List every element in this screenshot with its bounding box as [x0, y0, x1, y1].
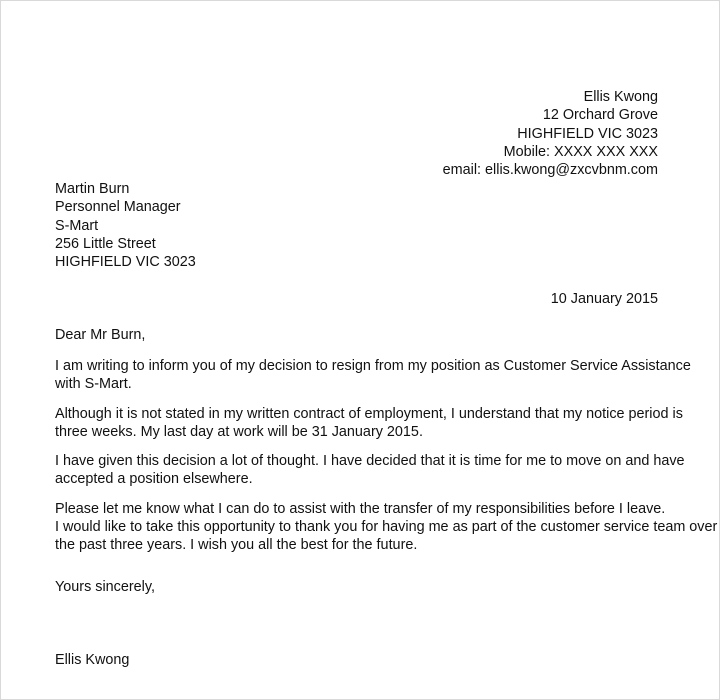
body-paragraph	[55, 405, 683, 442]
recipient-city: HIGHFIELD VIC 3023	[55, 254, 196, 271]
body-line: with S-Mart.	[55, 376, 132, 393]
sender-street: 12 Orchard Grove	[542, 107, 658, 124]
body-line: the past three years. I wish you all the best for the future.	[55, 537, 418, 554]
recipient-title: Personnel Manager	[55, 199, 181, 216]
recipient-name: Martin Burn	[55, 181, 130, 197]
letter-date: 10 January 2015	[550, 291, 658, 307]
body-line: Please let me know what I can do to assist with the transfer of my responsibilities before I leave.	[55, 500, 666, 517]
body-line: accepted a position elsewhere.	[55, 471, 253, 488]
sender-email: email: ellis.kwong@zxcvbnm.com	[442, 162, 658, 179]
body-line: I am writing to inform you of my decision to resign from my position as Customer Service Assistance	[55, 358, 691, 374]
sender-city: HIGHFIELD VIC 3023	[517, 125, 658, 142]
letter-body	[55, 357, 718, 566]
signature-name: Ellis Kwong	[55, 652, 130, 668]
closing: Yours sincerely,	[55, 579, 155, 595]
body-line: I have given this decision a lot of thought. I have decided that it is time for me to move on and have	[55, 453, 685, 470]
sender-mobile: Mobile: XXXX XXX XXX	[503, 143, 658, 160]
body-line: three weeks. My last day at work will be 31 January 2015.	[55, 423, 423, 440]
body-paragraph	[55, 452, 685, 489]
body-paragraph	[55, 357, 691, 394]
sender-address-block	[443, 88, 658, 179]
body-line: I would like to take this opportunity to thank you for having me as part of the customer service team over	[55, 519, 718, 536]
recipient-address-block	[55, 180, 196, 271]
body-line: Although it is not stated in my written contract of employment, I understand that my notice period is	[55, 405, 683, 422]
salutation: Dear Mr Burn,	[55, 327, 146, 343]
sender-name: Ellis Kwong	[583, 89, 658, 105]
body-paragraph	[55, 500, 718, 555]
recipient-street: 256 Little Street	[55, 235, 156, 252]
recipient-company: S-Mart	[55, 217, 99, 234]
